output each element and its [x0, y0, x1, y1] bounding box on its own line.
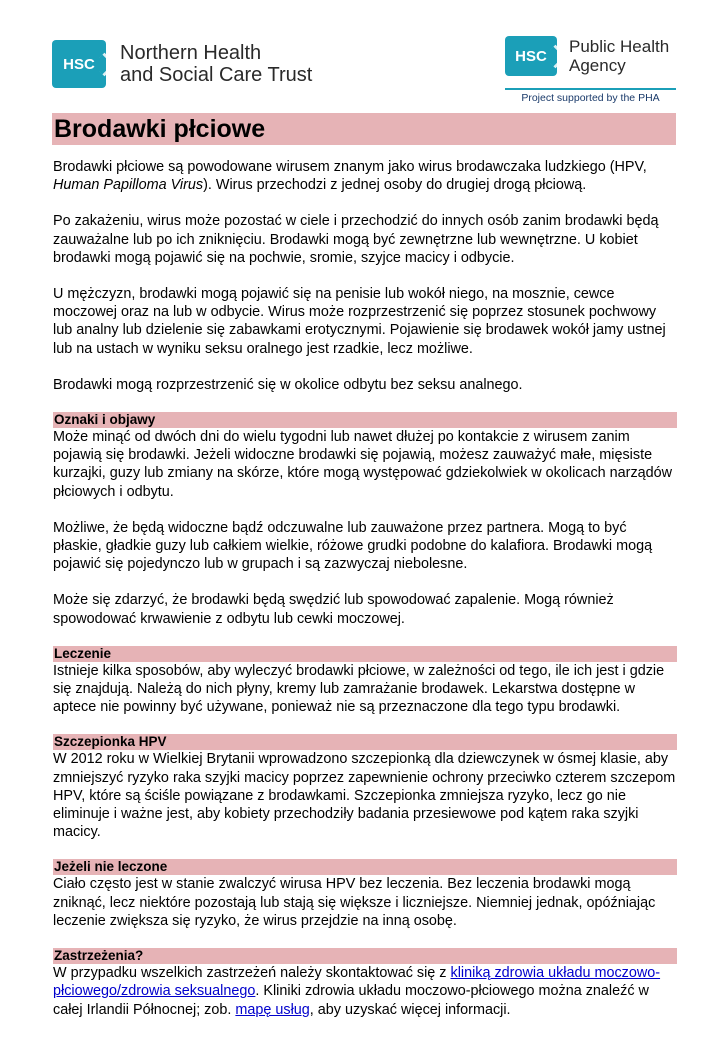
intro-text: Brodawki płciowe są powodowane wirusem znanym jako wirus brodawczaka ludzkiego (HPV, — [53, 159, 647, 175]
clinic-link[interactable]: kliniką zdrowia układu moczowo-płciowego/zdrowia seksualnego — [53, 965, 661, 1000]
concerns-text-cont: . Kliniki zdrowia układu moczowo-płciowego można znaleźć w całej Irlandii Północnej; zob. — [53, 983, 649, 1018]
intro-paragraph-4: Brodawki mogą rozprzestrzenić się w okolice odbytu bez seksu analnego. — [53, 376, 523, 393]
hsc-badge-pha: HSC — [505, 36, 557, 76]
service-map-link[interactable]: mapę usług — [235, 1001, 310, 1018]
pha-name — [569, 37, 669, 75]
section-heading-untreated: Jeżeli nie leczone — [53, 859, 677, 875]
nhsct-name-line1: Northern Health — [120, 42, 262, 64]
treatment-paragraph: Istnieje kilka sposobów, aby wyleczyć brodawki płciowe, w zależności od tego, ile ich jest i gdzie się znajdują. Należą do nich płyny, kremy lub zamrażanie brodawek. Lekarstwa dostępne w aptece nie powinny być używane, ponieważ nie są przeznaczone dla tego typu brodawki. — [53, 662, 665, 716]
intro-paragraph-2: Po zakażeniu, wirus może pozostać w ciele i przechodzić do innych osób zanim brodawki będą zauważalne lub po ich zniknięciu. Brodawki mogą być zewnętrzne lub wewnętrzne. U kobiet brodawki mogą pojawić się na pochwie, sromie, szyjce macicy i odbycie. — [53, 213, 659, 266]
intro-paragraph-1 — [53, 158, 677, 194]
signs-paragraph-1: Może minąć od dwóch dni do wielu tygodni lub nawet dłużej po kontakcie z wirusem zanim pojawią się brodawki. Jeżeli widoczne brodawki się pojawią, możesz zauważyć małe, mięsiste kurzajki, guzy lub zmiany na skórze, które mogą występować gdziekolwiek w okolicach narządów płciowych i odbytu. — [53, 429, 673, 500]
intro-latin-name: Human Papilloma Virus — [53, 177, 204, 194]
pha-name-line2: Agency — [569, 56, 626, 75]
section-heading-concerns: Zastrzeżenia? — [53, 948, 677, 964]
concerns-text-end: , aby uzyskać więcej informacji. — [309, 1001, 511, 1018]
hsc-badge: HSC — [52, 40, 106, 88]
nhsct-name — [120, 42, 312, 86]
intro-text-cont: ). Wirus przechodzi z jednej osoby do drugiej drogą płciową. — [203, 177, 587, 194]
concerns-paragraph — [53, 964, 677, 1019]
section-heading-vaccine: Szczepionka HPV — [53, 734, 677, 750]
pha-support-strip: Project supported by the PHA — [505, 88, 676, 106]
page-title: Brodawki płciowe — [52, 113, 676, 145]
concerns-text: W przypadku wszelkich zastrzeżeń należy skontaktować się z — [53, 965, 451, 982]
signs-paragraph-2: Możliwe, że będą widoczne bądź odczuwalne lub zauważone przez partnera. Mogą to być płaskie, gładkie guzy lub całkiem wielkie, różowe grudki podobne do kalafiora. Brodawki mogą pojawić się pojedynczo lub w grupach i są zazwyczaj niebolesne. — [53, 519, 653, 573]
nhsct-logo — [52, 40, 312, 88]
untreated-paragraph: Ciało często jest w stanie zwalczyć wirusa HPV bez leczenia. Bez leczenia brodawki mogą zniknąć, lecz niektóre pozostają lub stają się większe i liczniejsze. Niemniej jednak, opóźniając leczenie zwiększa się ryzyko, że wirus przejdzie na inną osobę. — [53, 876, 656, 929]
document-body — [53, 158, 677, 1037]
vaccine-paragraph: W 2012 roku w Wielkiej Brytanii wprowadzono szczepionką dla dziewczynek w ósmej klasie, aby zmniejszyć ryzyko raka szyjki macicy poprzez zapewnienie ochrony przeciwko czterem szczepom HPV, które są ściśle powiązane z brodawkami. Szczepionka zmniejsza ryzyko, lecz go nie eliminuje i ważne jest, aby kobiety przechodziły badania przesiewowe pod kątem raka szyjki macicy. — [53, 751, 676, 841]
intro-paragraph-3: U mężczyzn, brodawki mogą pojawić się na penisie lub wokół niego, na mosznie, cewce moczowej oraz na lub w odbycie. Wirus może rozprzestrzenić się poprzez stosunek pochwowy lub analny lub dzielenie się zabawkami erotycznymi. Pojawienie się brodawek wokół jamy ustnej lub na ustach w wyniku seksu oralnego jest rzadkie, lecz możliwe. — [53, 286, 666, 357]
pha-logo — [505, 36, 669, 76]
nhsct-name-line2: and Social Care Trust — [120, 64, 313, 86]
section-heading-treatment: Leczenie — [53, 646, 677, 662]
signs-paragraph-3: Może się zdarzyć, że brodawki będą swędzić lub spowodować zapalenie. Mogą również spowodować krwawienie z odbytu lub cewki moczowej. — [53, 592, 614, 627]
pha-name-line1: Public Health — [569, 37, 670, 56]
section-heading-signs: Oznaki i objawy — [53, 412, 677, 428]
